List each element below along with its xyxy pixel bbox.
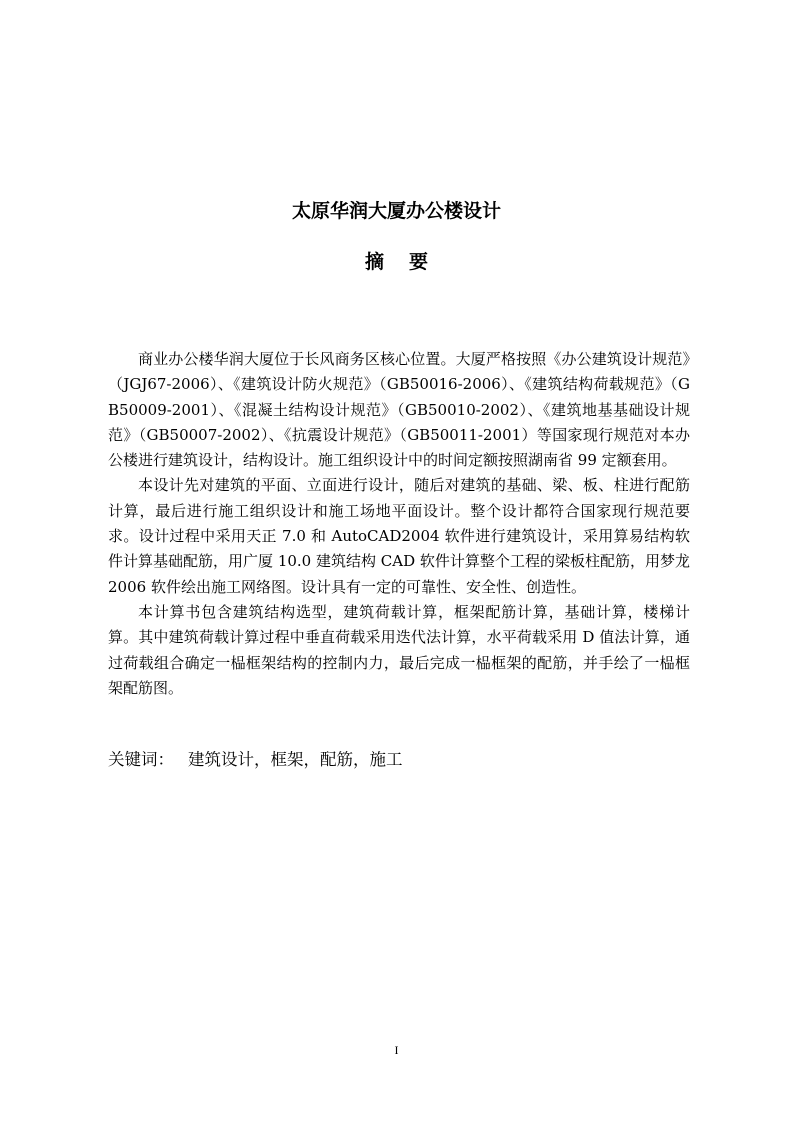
keywords-line <box>108 747 690 773</box>
abstract-paragraph-1: 商业办公楼华润大厦位于长风商务区核心位置。大厦严格按照《办公建筑设计规范》（JGJ67-2006）、《建筑设计防火规范》（GB50016-2006）、《建筑结构荷载规范》（GB50009-2001）、《混凝土结构设计规范》（GB50010-2002）、《建筑地基基础设计规范》（GB50007-2002）、《抗震设计规范》（GB50011-2001）等国家现行规范对本办公楼进行建筑设计，结构设计。施工组织设计中的时间定额按照湖南省 99 定额套用。 <box>108 350 690 470</box>
keywords-list: 建筑设计，框架，配筋，施工 <box>188 750 403 769</box>
keywords-label: 关键词： <box>108 750 174 769</box>
abstract-body <box>108 347 690 701</box>
document-title: 太原华润大厦办公楼设计 <box>291 200 501 222</box>
abstract-heading: 摘要 <box>364 251 453 273</box>
abstract-paragraph-3: 本计算书包含建筑结构选型，建筑荷载计算，框架配筋计算，基础计算，楼梯计算。其中建筑荷载计算过程中垂直荷载采用迭代法计算，水平荷载采用 D 值法计算，通过荷载组合确定一榀框架结构的控制内力，最后完成一榀框架的配筋，并手绘了一榀框架配筋图。 <box>108 602 690 697</box>
page-number: I <box>394 1043 399 1057</box>
abstract-paragraph-2: 本设计先对建筑的平面、立面进行设计，随后对建筑的基础、梁、板、柱进行配筋计算，最后进行施工组织设计和施工场地平面设计。整个设计都符合国家现行规范要求。设计过程中采用天正 7.0 和 AutoCAD2004 软件进行建筑设计，采用算易结构软件计算基础配筋，用广厦 10.0 建筑结构 CAD 软件计算整个工程的梁板柱配筋，用梦龙 2006 软件绘出施工网络图。设计具有一定的可靠性、安全性、创造性。 <box>108 476 690 596</box>
